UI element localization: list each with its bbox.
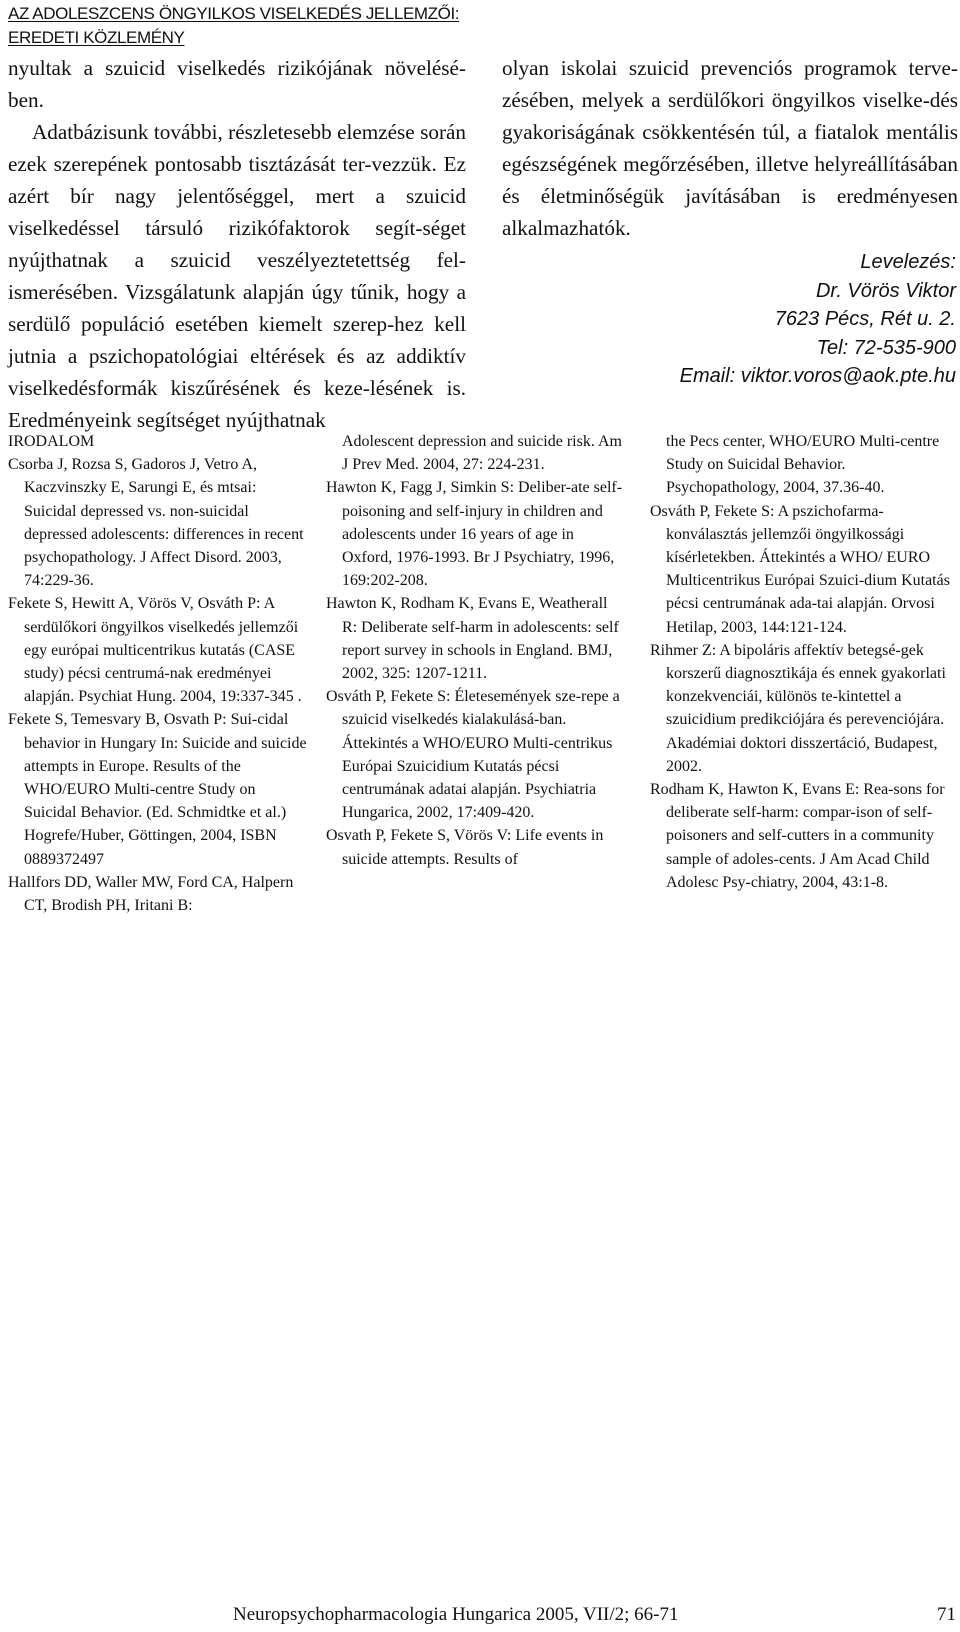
references-column-2 — [326, 430, 626, 871]
reference-item: Osváth P, Fekete S: A pszichofarma-konválasztás jellemzői öngyilkossági kísérletekben. Áttekintés a WHO/ EURO Multicentrikus Európai Szuici-dium Kutatás pécsi centrumának ada-tai alapján. Orvosi Hetilap, 2003, 144:121-124. — [650, 502, 950, 636]
reference-item: Rodham K, Hawton K, Evans E: Rea-sons for deliberate self-harm: compar-ison of self-poisoners and self-cutters in a community sample of adoles-cents. J Am Acad Child Adolesc Psy-chiatry, 2004, 43:1-8. — [650, 781, 945, 891]
running-header-subtitle: EREDETI KÖZLEMÉNY — [8, 28, 185, 47]
correspondence-address: 7623 Pécs, Rét u. 2. — [774, 308, 956, 330]
references-column-1 — [8, 430, 308, 917]
reference-item: Fekete S, Hewitt A, Vörös V, Osváth P: A serdülőkori öngyilkos viselkedés jellemzői egy európai multicentrikus kutatás (CASE study) pécsi centrumá-nak eredményei alapján. Psychiat Hung. 2004, 19:337-345 . — [8, 595, 302, 706]
reference-item-continuation: the Pecs center, WHO/EURO Multi-centre Study on Suicidal Behavior. Psychopathology, 2004, 37.36-40. — [666, 433, 940, 497]
correspondence-email[interactable]: Email: viktor.voros@aok.pte.hu — [679, 365, 956, 387]
reference-item-continuation: Adolescent depression and suicide risk. Am J Prev Med. 2004, 27: 224-231. — [342, 433, 622, 474]
paragraph: Adatbázisunk további, részletesebb elemzése során ezek szerepének pontosabb tisztázását ter-vezzük. Ez azért bír nagy jelentőséggel, mert a szuicid viselkedéssel társuló rizikófaktorok segít-séget nyújthatnak a szuicid veszélyeztetettség fel-ismerésében. Vizsgálatunk alapján úgy tűnik, hogy a serdülő populáció esetében kiemelt szerep-hez kell jutnia a pszichopatológiai eltérések és az addiktív viselkedésformák kiszűrésének és keze-lésének is. Eredményeink segítséget nyújthatnak — [8, 120, 466, 432]
reference-item: Hawton K, Rodham K, Evans E, Weatherall R: Deliberate self-harm in adolescents: self report survey in schools in England. BMJ, 2002, 325: 1207-1211. — [326, 595, 619, 683]
paragraph-continuation: olyan iskolai szuicid prevenciós programok terve-zésében, melyek a serdülőkori öngyilkos viselke-dés gyakoriságának csökkentésén túl, a fiatalok mentális egészségének megőrzésében, illetve helyreállításában és életminőségük javításában is eredményesen alkalmazhatók. — [502, 56, 958, 240]
correspondence-block — [560, 248, 956, 391]
reference-item: Hallfors DD, Waller MW, Ford CA, Halpern CT, Brodish PH, Iritani B: — [8, 873, 294, 915]
correspondence-heading: Levelezés: — [860, 251, 956, 273]
references-column-3 — [650, 430, 960, 894]
running-header — [8, 2, 608, 50]
references-heading: IRODALOM — [8, 433, 95, 450]
reference-item: Hawton K, Fagg J, Simkin S: Deliber-ate self-poisoning and self-injury in children and adolescents under 16 years of age in Oxford, 1976-1993. Br J Psychiatry, 1996, 169:202-208. — [326, 479, 623, 590]
reference-item: Osvath P, Fekete S, Vörös V: Life events in suicide attempts. Results of — [326, 827, 604, 868]
correspondence-name: Dr. Vörös Viktor — [815, 279, 956, 302]
body-column-right — [502, 52, 958, 244]
correspondence-phone: Tel: 72-535-900 — [816, 336, 956, 359]
body-column-left — [8, 52, 466, 436]
reference-item: Osváth P, Fekete S: Életesemények sze-repe a szuicid viselkedés kialakulásá-ban. Áttekintés a WHO/EURO Multi-centrikus Európai Szuicidium Kutatás pécsi centrumának adatai alapján. Psychiatria Hungarica, 2002, 17:409-420. — [326, 688, 620, 822]
page-number: 71 — [937, 1604, 956, 1625]
running-header-title: AZ ADOLESZCENS ÖNGYILKOS VISELKEDÉS JELLEMZŐI: — [8, 4, 460, 23]
reference-item: Rihmer Z: A bipoláris affektív betegsé-gek korszerű diagnosztikája és ennek gyakorlati konzekvenciái, különös te-kintettel a szuicidium predikciójára és perevenciójára. Akadémiai doktori disszertáció, Budapest, 2002. — [650, 641, 946, 775]
journal-citation: Neuropsychopharmacologia Hungarica 2005, VII/2; 66-71 — [233, 1604, 679, 1625]
reference-item: Csorba J, Rozsa S, Gadoros J, Vetro A, Kaczvinszky E, Sarungi E, és mtsai: Suicidal depressed vs. non-suicidal depressed adolescents: differences in recent psychopathology. J Affect Disord. 2003, 74:229-36. — [8, 456, 304, 590]
reference-item: Fekete S, Temesvary B, Osvath P: Sui-cidal behavior in Hungary In: Suicide and suicide attempts in Europe. Results of the WHO/EURO Multi-centre Study on Suicidal Behavior. (Ed. Schmidtke et al.) Hogrefe/Huber, Göttingen, 2004, ISBN 0889372497 — [8, 711, 307, 868]
paragraph-continuation: nyultak a szuicid viselkedés rizikójának növelésé-ben. — [8, 56, 466, 112]
